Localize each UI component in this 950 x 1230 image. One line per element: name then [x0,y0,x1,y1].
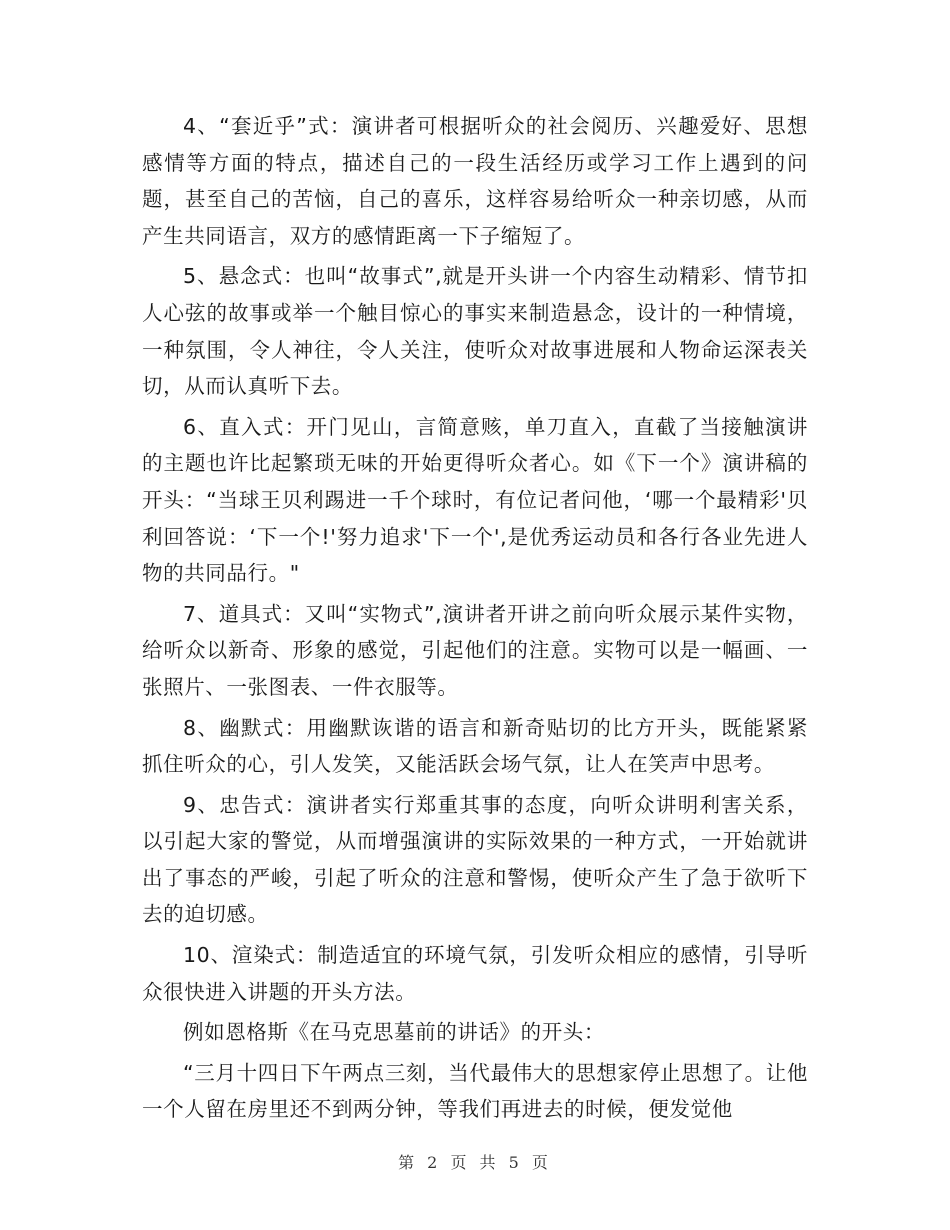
paragraph-9-advice-style: 9、忠告式：演讲者实行郑重其事的态度，向听众讲明利害关系，以引起大家的警觉，从而增强演讲的实际效果的一种方式，一开始就讲出了事态的严峻，引起了听众的注意和警惕，使听众产生了急于欲听下去的迫切感。 [142,792,808,927]
paragraph-example-intro: 例如恩格斯《在马克思墓前的讲话》的开头： [183,1020,605,1045]
page-number-footer: 第 2 页 共 5 页 [398,1153,552,1172]
paragraph-5-suspense-style: 5、悬念式：也叫“故事式”,就是开头讲一个内容生动精彩、情节扣人心弦的故事或举一个触目惊心的事实来制造悬念，设计的一种情境，一种氛围，令人神往，令人关注，使听众对故事进展和人物命运深表关切，从而认真听下去。 [142,264,808,399]
paragraph-7-prop-style: 7、道具式：又叫“实物式”,演讲者开讲之前向听众展示某件实物，给听众以新奇、形象的感觉，引起他们的注意。实物可以是一幅画、一张照片、一张图表、一件衣服等。 [142,601,808,699]
paragraph-quotation: “三月十四日下午两点三刻，当代最伟大的思想家停止思想了。让他一个人留在房里还不到两分钟，等我们再进去的时候，便发觉他 [142,1060,808,1122]
document-body [142,108,808,1132]
paragraph-6-direct-style: 6、直入式：开门见山，言简意赅，单刀直入，直截了当接触演讲的主题也许比起繁琐无味的开始更得听众者心。如《下一个》演讲稿的开头：“当球王贝利踢进一千个球时，有位记者问他，‘哪一个最精彩'贝利回答说：‘下一个!'努力追求'下一个',是优秀运动员和各行各业先进人物的共同品行。" [142,414,808,586]
paragraph-4-intimacy-style: 4、“套近乎”式：演讲者可根据听众的社会阅历、兴趣爱好、思想感情等方面的特点，描述自己的一段生活经历或学习工作上遇到的问题，甚至自己的苦恼，自己的喜乐，这样容易给听众一种亲切感，从而产生共同语言，双方的感情距离一下子缩短了。 [142,114,808,248]
paragraph-10-atmosphere-style: 10、渲染式：制造适宜的环境气氛，引发听众相应的感情，引导听众很快进入讲题的开头方法。 [142,943,808,1004]
paragraph-8-humor-style: 8、幽默式：用幽默诙谐的语言和新奇贴切的比方开头，既能紧紧抓住听众的心，引人发笑，又能活跃会场气氛，让人在笑声中思考。 [142,715,808,777]
